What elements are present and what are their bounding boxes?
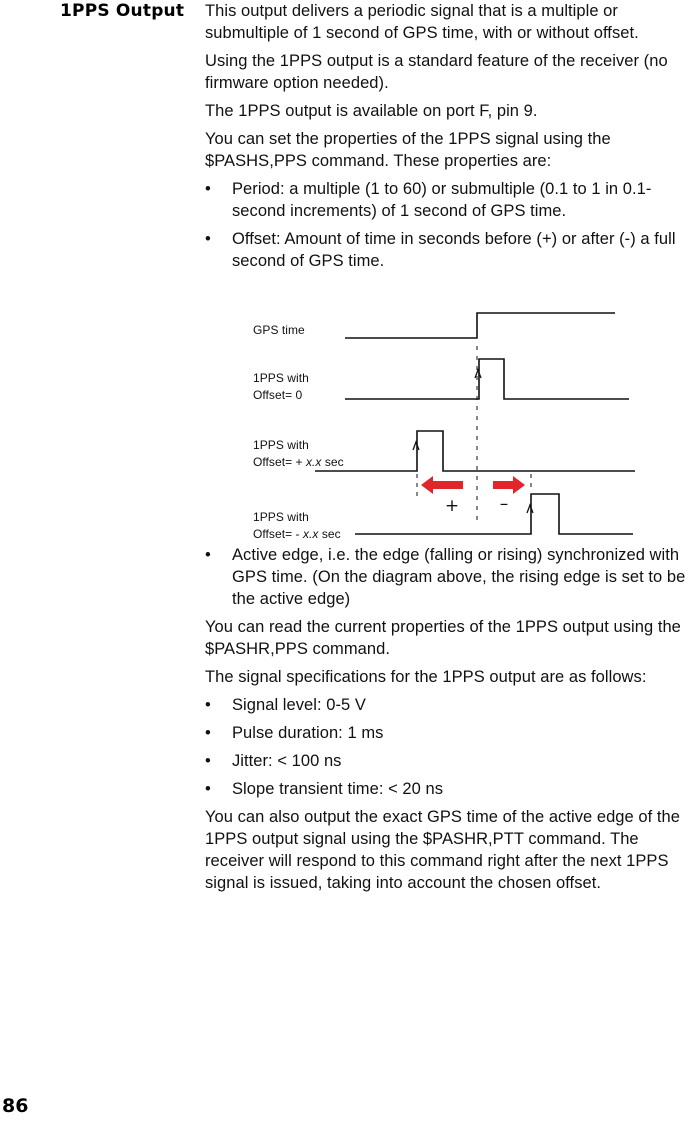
list-item [205,750,697,772]
body-text [205,0,697,900]
signal-level-text: Signal level: 0-5 V [232,696,366,714]
plus-offset-label-line1: 1PPS with [253,438,309,452]
section-heading: 1PPS Output [60,1,185,21]
plus-sign: + [444,496,460,516]
plus-offset-label-value: x.x [305,455,322,469]
plus-offset-edge-arrow [413,442,419,450]
slope-transient-text: Slope transient time: < 20 ns [232,780,444,798]
list-item [205,778,697,800]
intro-paragraph: This output delivers a periodic signal that is a multiple or submultiple of 1 second of GPS time, with or without offset. [205,2,639,42]
offset0-signal [345,359,629,399]
properties-list [205,178,697,272]
page-number: 86 [2,1095,29,1117]
minus-offset-label-suffix: sec [318,527,341,538]
bullet: • [205,780,211,798]
minus-offset-edge-arrow [527,505,533,513]
bullet: • [205,724,211,742]
list-item [205,694,697,716]
list-item [205,544,697,610]
minus-sign: – [499,494,509,514]
minus-offset-signal [355,494,633,534]
specs-list [205,694,697,800]
right-arrow-icon [493,476,525,494]
active-edge-text: Active edge, i.e. the edge (falling or rising) synchronized with GPS time. (On the diagram above, the rising edge is set to be the active edge) [232,546,686,608]
list-item [205,722,697,744]
offset-property-text: Offset: Amount of time in seconds before (+) or after (-) a full second of GPS time. [232,230,676,270]
bullet: • [205,696,211,714]
bullet: • [205,230,211,248]
timing-diagram [205,278,697,538]
minus-offset-label-line2 [253,527,341,538]
list-item [205,178,697,222]
plus-offset-label-prefix: Offset= + [253,455,306,469]
gps-time-label: GPS time [253,323,305,337]
offset0-label-line1: 1PPS with [253,371,309,385]
bullet: • [205,546,211,564]
specs-intro-paragraph: The signal specifications for the 1PPS output are as follows: [205,668,647,686]
port-paragraph: The 1PPS output is available on port F, pin 9. [205,102,538,120]
left-arrow-icon [421,476,463,494]
jitter-text: Jitter: < 100 ns [232,752,342,770]
pulse-duration-text: Pulse duration: 1 ms [232,724,384,742]
plus-offset-label-suffix: sec [321,455,344,469]
plus-offset-label-line2 [253,455,344,469]
plus-offset-signal [315,431,635,471]
minus-offset-label-line1: 1PPS with [253,510,309,524]
bullet: • [205,752,211,770]
read-properties-paragraph: You can read the current properties of the 1PPS output using the $PASHR,PPS command. [205,618,681,658]
properties-intro-paragraph: You can set the properties of the 1PPS signal using the $PASHS,PPS command. These properties are: [205,130,611,170]
timing-diagram-svg [205,278,697,538]
bullet: • [205,180,211,198]
offset0-label-line2: Offset= 0 [253,388,303,402]
minus-offset-label-prefix: Offset= - [253,527,303,538]
standard-feature-paragraph: Using the 1PPS output is a standard feature of the receiver (no firmware option needed). [205,52,668,92]
minus-offset-label-value: x.x [302,527,319,538]
active-edge-list [205,544,697,610]
offset0-edge-arrow [475,370,481,378]
list-item [205,228,697,272]
period-property-text: Period: a multiple (1 to 60) or submultiple (0.1 to 1 in 0.1-second increments) of 1 second of GPS time. [232,180,652,220]
ptt-command-paragraph: You can also output the exact GPS time of the active edge of the 1PPS output signal using the $PASHR,PTT command. The receiver will respond to this command right after the next 1PPS signal is issued, taking into account the chosen offset. [205,808,680,892]
gps-time-signal [345,313,615,338]
